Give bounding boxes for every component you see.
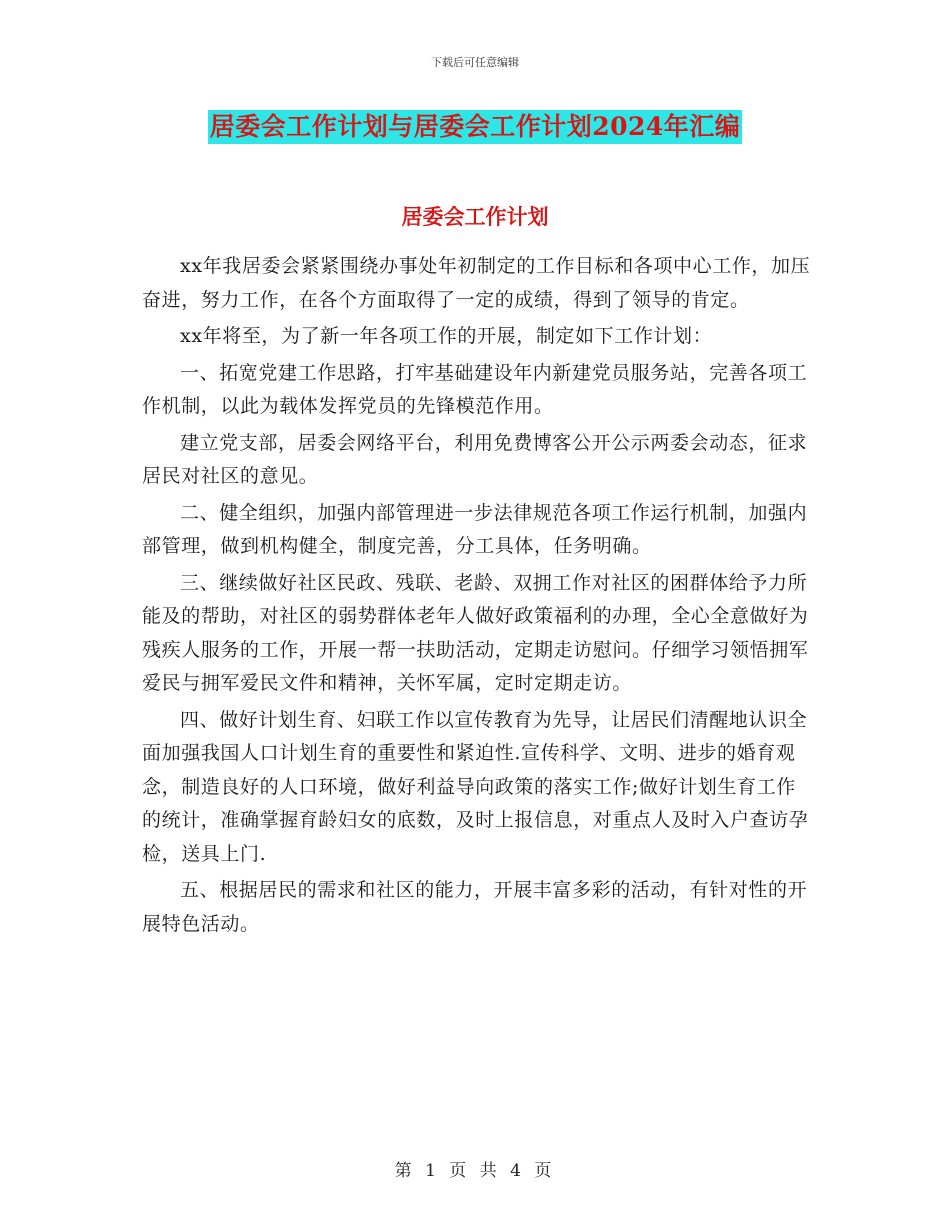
document-body [142, 250, 812, 944]
paragraph: 建立党支部，居委会网络平台，利用免费博客公开公示两委会动态，征求居民对社区的意见。 [142, 431, 808, 487]
page-number: 第 1 页 共 4 页 [394, 1161, 556, 1181]
paragraph: 三、继续做好社区民政、残联、老龄、双拥工作对社区的困群体给予力所能及的帮助，对社区的弱势群体老年人做好政策福利的办理，全心全意做好为残疾人服务的工作，开展一帮一扶助活动，定期走访慰问。仔细学习领悟拥军爱民与拥军爱民文件和精神，关怀军属，定时定期走访。 [142, 571, 809, 694]
header-note: 下载后可任意编辑 [431, 56, 519, 69]
paragraph: 五、根据居民的需求和社区的能力，开展丰富多彩的活动，有针对性的开展特色活动。 [142, 879, 808, 935]
paragraph: xx年将至，为了新一年各项工作的开展，制定如下工作计划： [180, 325, 713, 347]
document-title: 居委会工作计划与居委会工作计划2024年汇编 [208, 110, 743, 144]
paragraph: xx年我居委会紧紧围绕办事处年初制定的工作目标和各项中心工作，加压奋进，努力工作，在各个方面取得了一定的成绩，得到了领导的肯定。 [142, 255, 811, 311]
paragraph: 四、做好计划生育、妇联工作以宣传教育为先导，让居民们清醒地认识全面加强我国人口计划生育的重要性和紧迫性.宣传科学、文明、进步的婚育观念，制造良好的人口环境，做好利益导向政策的落实工作;做好计划生育工作的统计，准确掌握育龄妇女的底数，及时上报信息，对重点人及时入户查访孕检，送具上门. [142, 708, 809, 865]
paragraph: 二、健全组织，加强内部管理进一步法律规范各项工作运行机制，加强内部管理，做到机构健全，制度完善，分工具体，任务明确。 [142, 501, 808, 557]
section-title: 居委会工作计划 [401, 204, 549, 229]
paragraph: 一、拓宽党建工作思路，打牢基础建设年内新建党员服务站，完善各项工作机制，以此为载体发挥党员的先锋模范作用。 [142, 361, 808, 417]
document-title-container [0, 110, 950, 144]
